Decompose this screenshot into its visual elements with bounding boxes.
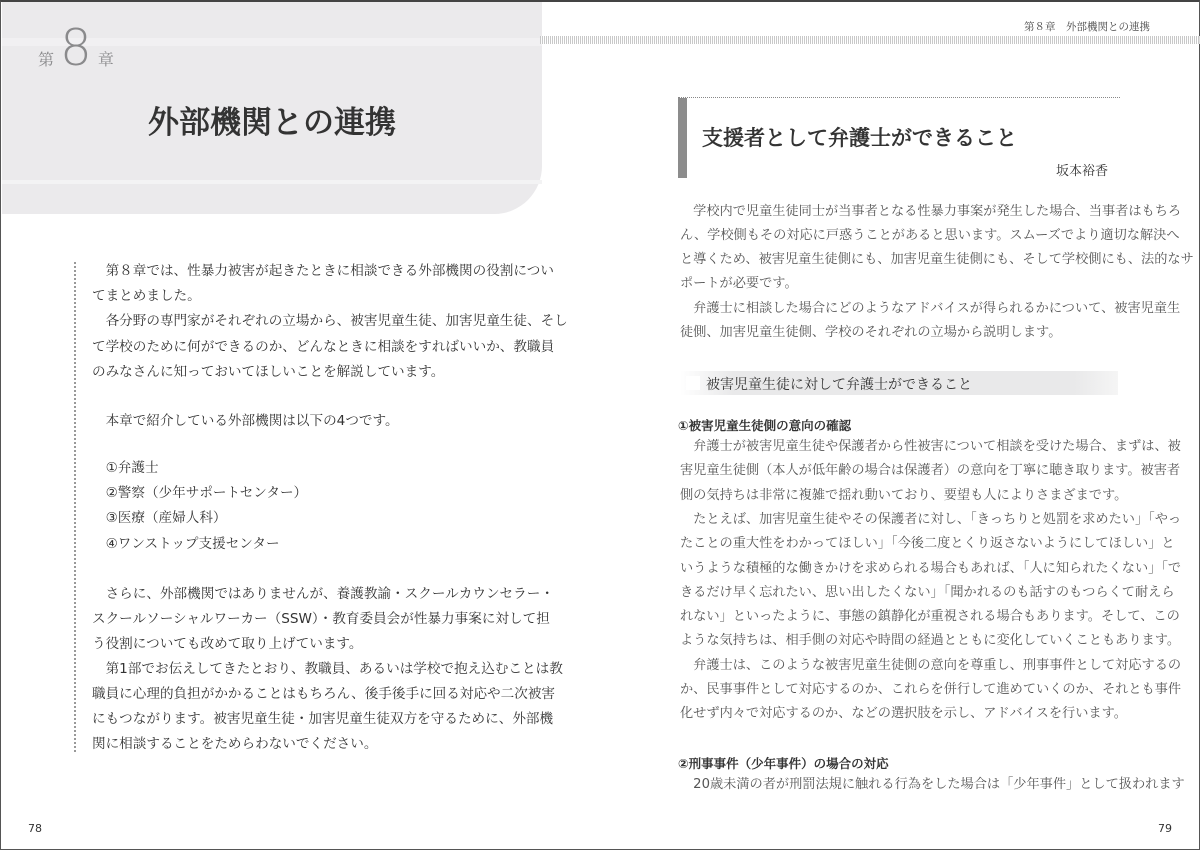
chapter-prefix: 第 <box>38 50 55 69</box>
text-line: てまとめました。 <box>92 288 201 305</box>
page-number-left: 78 <box>28 822 42 835</box>
text-line: か、民事事件として対応するのか、これらを併行して進めていくのか、それとも事件 <box>680 682 1182 697</box>
text-line: スクールソーシャルワーカー（SSW）・教育委員会が性暴力事案に対して担 <box>92 611 550 627</box>
text-line: 関に相談することをためらわないでください。 <box>92 736 378 752</box>
text-line: う役割についても改めて取り上げています。 <box>92 636 363 652</box>
text-line: 第８章では、性暴力被害が起きたときに相談できる外部機関の役割につい <box>92 263 554 279</box>
text-line: きるだけ早く忘れたい、思い出したくない」「聞かれるのも話すのもつらくて耐えら <box>680 584 1175 600</box>
text-line: 学校内で児童生徒同士が当事者となる性暴力事案が発生した場合、当事者はもちろ <box>680 204 1182 219</box>
text-line: たとえば、加害児童生徒やその保護者に対し、「きっちりと処罰を求めたい」「やっ <box>680 511 1182 527</box>
chapter-number-digit: 8 <box>60 19 92 77</box>
text-line: のみなさんに知っておいてほしいことを解説しています。 <box>92 363 445 380</box>
margin-rule <box>74 262 76 752</box>
text-line: 側の気持ちは非常に複雑で揺れ動いており、要望も人によりさまざまです。 <box>680 487 1128 503</box>
chapter-number <box>38 19 114 77</box>
square-bullet-icon <box>686 376 700 390</box>
text-line: 弁護士に相談した場合にどのようなアドバイスが得られるかについて、被害児童生 <box>680 301 1181 316</box>
text-line: たことの重大性をわかってほしい」「今後二度とくり返さないようにしてほしい」と <box>680 536 1175 552</box>
decorative-band <box>2 180 542 184</box>
text-line: ③医療（産婦人科） <box>92 510 227 527</box>
text-line: 20歳未満の者が刑罰法規に触れる行為をした場合は「少年事件」として扱われます <box>680 777 1185 792</box>
section-heading <box>678 97 1120 177</box>
heading-1: ①被害児童生徒側の意向の確認 <box>678 418 852 433</box>
text-line: ような気持ちは、相手側の対応や時間の経過とともに変化していくこともあります。 <box>680 633 1181 649</box>
text-line: 弁護士が被害児童生徒や保護者から性被害について相談を受けた場合、まずは、被 <box>680 439 1181 454</box>
subsection-title: 被害児童生徒に対して弁護士ができること <box>706 377 972 393</box>
running-header: 第８章 外部機関との連携 <box>1024 21 1150 33</box>
text-line: 徒側、加害児童生徒側、学校のそれぞれの立場から説明します。 <box>680 325 1062 340</box>
text-line: 本章で紹介している外部機関は以下の4つです。 <box>92 413 399 429</box>
text-line: 化せず内々で対応するのか、などの選択肢を示し、アドバイスを行います。 <box>680 706 1127 722</box>
text-line: と導くため、被害児童生徒側にも、加害児童生徒側にも、そして学校側にも、法的なサ <box>680 252 1194 267</box>
text-line: さらに、外部機関ではありませんが、養護教諭・スクールカウンセラー・ <box>92 586 554 602</box>
text-line: て学校のために何ができるのか、どんなときに相談をすればいいか、教職員 <box>92 338 555 355</box>
text-line: ①弁護士 <box>92 460 159 476</box>
text-line: にもつながります。被害児童生徒・加害児童生徒双方を守るために、外部機 <box>92 711 554 727</box>
author-name: 坂本裕香 <box>1056 164 1109 179</box>
text-line: 害児童生徒側（本人が低年齢の場合は保護者）の意向を丁寧に聴き取ります。被害者 <box>680 463 1181 479</box>
subsection-heading <box>680 371 1118 395</box>
text-line: 第1部でお伝えしてきたとおり、教職員、あるいは学校で抱え込むことは教 <box>92 661 563 677</box>
text-line: れない」といったように、事態の鎮静化が重視される場合もあります。そして、この <box>680 609 1180 625</box>
text-line: ん、学校側もその対応に戸惑うことがあると思います。スムーズでより適切な解決へ <box>680 228 1180 243</box>
chapter-suffix: 章 <box>97 50 114 69</box>
chapter-title: 外部機関との連携 <box>148 105 396 141</box>
page-number-right: 79 <box>1158 822 1172 835</box>
section-title: 支援者として弁護士ができること <box>702 126 1017 150</box>
text-line: 職員に心理的負担がかかることはもちろん、後手後手に回る対応や二次被害 <box>92 686 556 702</box>
text-line: いうような積極的な働きかけを求められる場合もあれば、「人に知られたくない」「で <box>680 560 1182 576</box>
text-line: 各分野の専門家がそれぞれの立場から、被害児童生徒、加害児童生徒、そし <box>92 313 568 330</box>
chapter-title-panel <box>2 2 542 214</box>
heading-bar <box>678 98 687 178</box>
header-rule <box>540 36 1200 44</box>
heading-2: ②刑事事件（少年事件）の場合の対応 <box>678 756 889 771</box>
text-line: ポートが必要です。 <box>680 276 798 291</box>
text-line: ④ワンストップ支援センター <box>92 535 280 552</box>
text-line: 弁護士は、このような被害児童生徒側の意向を尊重し、刑事事件として対応するの <box>680 657 1182 673</box>
text-line: ②警察（少年サポートセンター） <box>92 485 308 502</box>
